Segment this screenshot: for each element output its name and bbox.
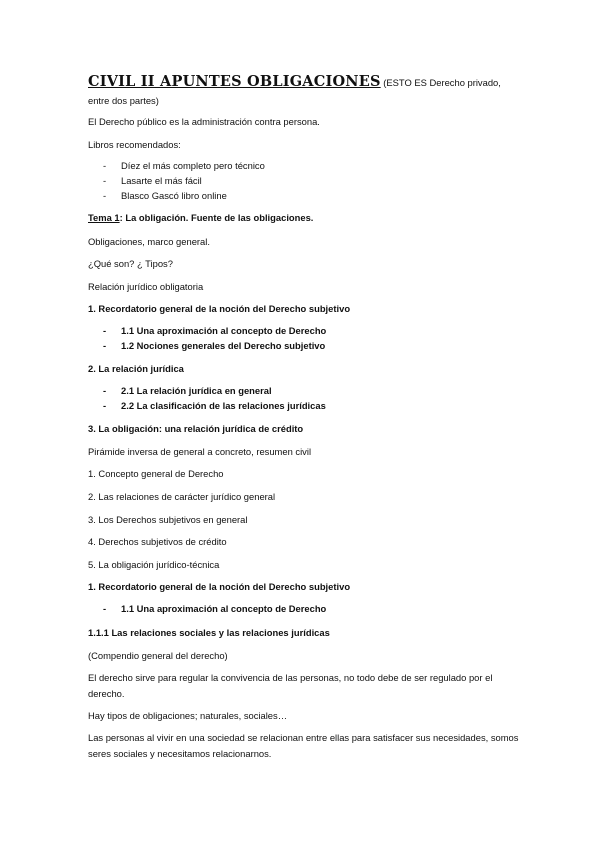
piramide-item: 1. Concepto general de Derecho: [88, 468, 224, 479]
paragraph-compendio: (Compendio general del derecho): [88, 650, 228, 661]
piramide-item: 4. Derechos subjetivos de crédito: [88, 536, 227, 547]
section-heading-1-repeat: 1. Recordatorio general de la noción del Derecho subjetivo: [88, 581, 351, 592]
paragraph-relacion: Relación jurídico obligatoria: [88, 281, 204, 292]
list-item: - Lasarte el más fácil: [103, 175, 202, 186]
piramide-item: 2. Las relaciones de carácter jurídico general: [88, 491, 276, 502]
title-bold: CIVIL II APUNTES OBLIGACIONES: [88, 73, 381, 90]
piramide-item: 5. La obligación jurídico-técnica: [88, 559, 220, 570]
paragraph-personas: Las personas al vivir en una sociedad se relacionan entre ellas para satisfacer sus necesidades, somos seres sociales y necesitamos relacionarnos.: [88, 732, 519, 759]
subsection-heading-111: 1.1.1 Las relaciones sociales y las relaciones jurídicas: [88, 627, 330, 638]
title-note-continued: entre dos partes): [88, 95, 159, 106]
piramide-item: 3. Los Derechos subjetivos en general: [88, 514, 248, 525]
list-item: - 1.1 Una aproximación al concepto de Derecho: [103, 603, 327, 614]
list-item: - Blasco Gascó libro online: [103, 190, 227, 201]
title-note: (ESTO ES Derecho privado,: [383, 77, 501, 88]
paragraph-derecho-publico: El Derecho público es la administración contra persona.: [88, 116, 320, 127]
paragraph-que: ¿Qué son? ¿ Tipos?: [88, 258, 173, 269]
list-item: - 1.1 Una aproximación al concepto de Derecho: [103, 325, 327, 336]
list-item: - 1.2 Nociones generales del Derecho subjetivo: [103, 340, 326, 351]
section-heading-2: 2. La relación jurídica: [88, 363, 184, 374]
paragraph-tipos: Hay tipos de obligaciones; naturales, sociales…: [88, 710, 288, 721]
document-title: [88, 74, 523, 91]
tema-heading: Tema 1: La obligación. Fuente de las obligaciones.: [88, 212, 314, 223]
libros-heading: Libros recomendados:: [88, 139, 181, 150]
list-item: - Díez el más completo pero técnico: [103, 160, 265, 171]
section-heading-3: 3. La obligación: una relación jurídica de crédito: [88, 423, 304, 434]
list-item: - 2.2 La clasificación de las relaciones jurídicas: [103, 400, 326, 411]
list-item: - 2.1 La relación jurídica en general: [103, 385, 272, 396]
paragraph-marco: Obligaciones, marco general.: [88, 236, 210, 247]
section-heading-1: 1. Recordatorio general de la noción del Derecho subjetivo: [88, 303, 351, 314]
paragraph-piramide: Pirámide inversa de general a concreto, resumen civil: [88, 446, 312, 457]
paragraph-sirve: El derecho sirve para regular la convivencia de las personas, no todo debe de ser regulado por el derecho.: [88, 672, 493, 699]
